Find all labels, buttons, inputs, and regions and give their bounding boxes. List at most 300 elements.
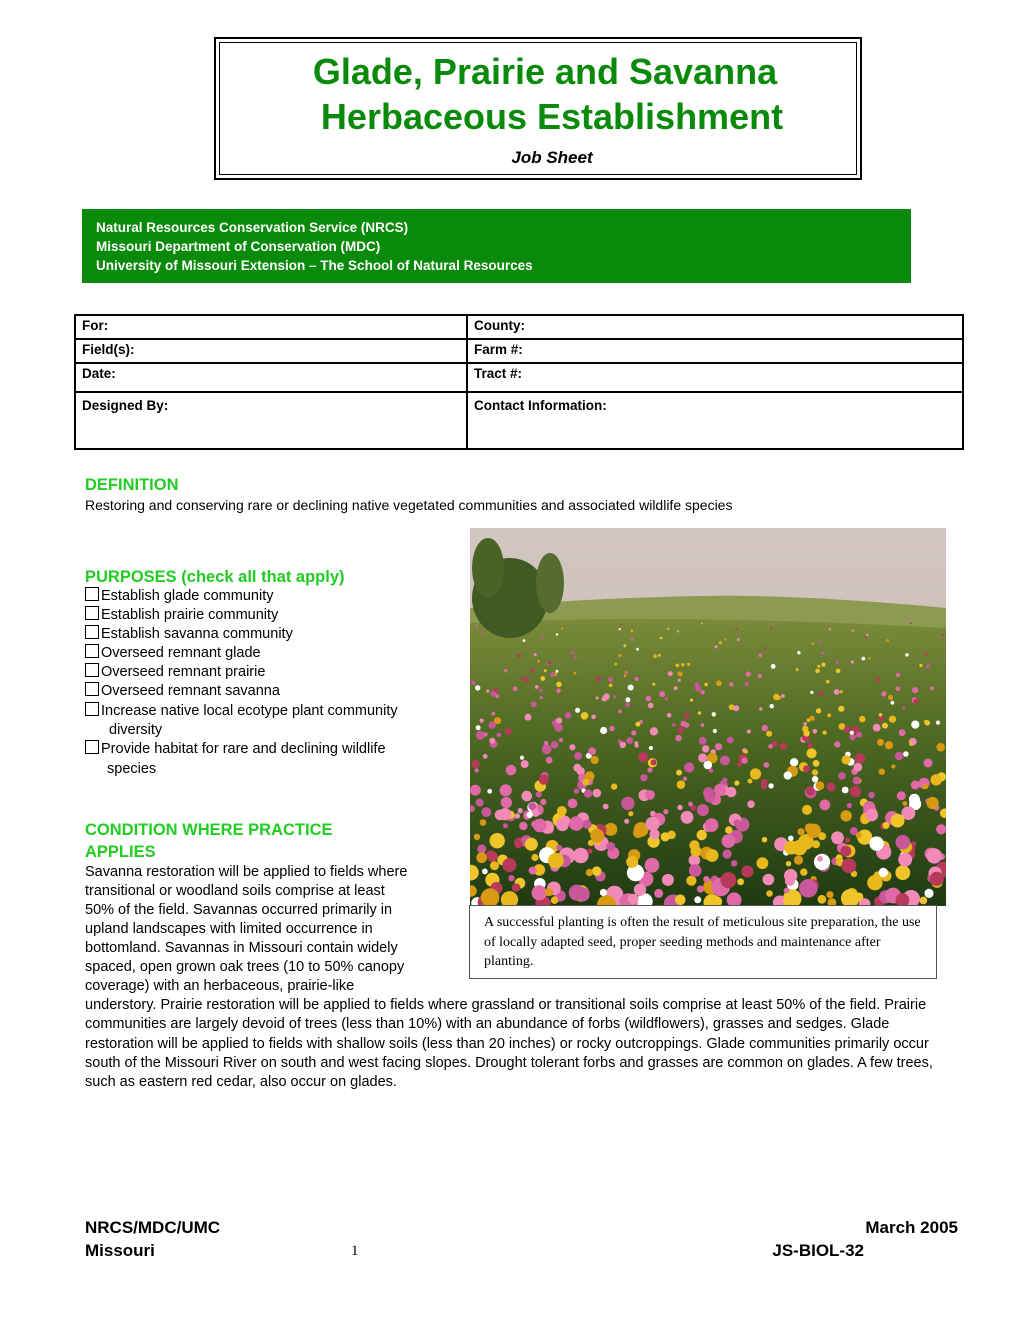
flower-dot xyxy=(600,889,607,896)
flower-dot xyxy=(668,671,673,676)
flower-dot xyxy=(840,810,851,821)
flower-dot xyxy=(524,677,529,682)
checkbox[interactable] xyxy=(85,606,99,620)
photo-caption: A successful planting is often the result of meticulous site preparation, the use of locally adapted seed, proper seeding methods and maintenance after planting. xyxy=(484,915,921,969)
flower-dot xyxy=(608,677,613,682)
flower-dot xyxy=(688,802,693,807)
flower-dot xyxy=(481,807,491,817)
flower-dot xyxy=(744,750,748,754)
flower-dot xyxy=(675,735,681,741)
flower-dot xyxy=(626,856,638,868)
flower-dot xyxy=(683,777,687,781)
flower-dot xyxy=(584,789,592,797)
flower-dot xyxy=(844,726,851,733)
flower-dot xyxy=(661,832,670,841)
flower-dot xyxy=(494,688,499,693)
flower-dot xyxy=(535,685,539,689)
flower-dot xyxy=(770,704,774,708)
flower-dot xyxy=(537,660,540,663)
flower-dot xyxy=(704,683,708,687)
flower-dot xyxy=(591,756,599,764)
form-fields[interactable]: Field(s): xyxy=(75,339,467,363)
checkbox[interactable] xyxy=(85,682,99,696)
flower-dot xyxy=(470,785,481,796)
flower-dot xyxy=(784,841,798,855)
flower-dot xyxy=(556,682,562,688)
flower-dot xyxy=(615,663,618,666)
flower-dot xyxy=(681,663,684,666)
conditions-paragraph: understory. Prairie restoration will be applied to fields where grassland or transitional soils comprise at least 50% of the field. Prairie communities are largely devoid of trees (less than 10%) with an abundance of forbs (wildflowers), grasses and sedges. Glade restoration will be applied to fields with shallow soils (less than 20 inches) or rocky outcroppings. Glade communities primarily occur south of the Missouri River on south and west facing slopes. Drought tolerant forbs and grasses are common on glades. A few trees, such as eastern red cedar, also occur on glades. xyxy=(85,997,933,1091)
flower-dot xyxy=(638,752,648,762)
flower-dot xyxy=(703,787,714,798)
flower-dot xyxy=(911,721,919,729)
flower-dot xyxy=(540,676,545,681)
flower-dot xyxy=(838,772,846,780)
flower-dot xyxy=(877,739,884,746)
form-tract[interactable]: Tract #: xyxy=(467,363,963,392)
flower-dot xyxy=(920,897,928,905)
flower-dot xyxy=(705,818,719,832)
flower-dot xyxy=(813,729,818,734)
flower-dot xyxy=(866,809,879,822)
flower-dot xyxy=(781,694,785,698)
flower-dot xyxy=(618,710,622,714)
page-number: 1 xyxy=(351,1243,359,1259)
flower-dot xyxy=(757,857,769,869)
purpose-item[interactable]: Overseed remnant savanna xyxy=(85,682,280,701)
form-for[interactable]: For: xyxy=(75,315,467,339)
conditions-line: transitional or woodland soils comprise at least xyxy=(85,883,385,899)
flower-dot xyxy=(624,819,629,824)
checkbox[interactable] xyxy=(85,644,99,658)
flower-dot xyxy=(633,828,644,839)
flower-dot xyxy=(592,866,602,876)
flower-dot xyxy=(675,895,686,906)
flower-dot xyxy=(625,702,630,707)
flower-dot xyxy=(694,896,701,903)
flower-dot xyxy=(763,874,775,886)
flower-dot xyxy=(849,734,855,740)
flower-dot xyxy=(631,730,636,735)
flower-dot xyxy=(667,713,672,718)
flower-dot xyxy=(475,685,480,690)
flower-dot xyxy=(525,838,538,851)
flower-dot xyxy=(829,628,831,630)
flower-dot xyxy=(761,779,768,786)
conditions-line: spaced, open grown oak trees (10 to 50% canopy xyxy=(85,959,405,975)
flower-dot xyxy=(609,684,613,688)
flower-dot xyxy=(652,683,655,686)
flower-dot xyxy=(812,769,818,775)
checkbox[interactable] xyxy=(85,702,99,716)
flower-dot xyxy=(771,664,776,669)
flower-dot xyxy=(701,723,705,727)
flower-dot xyxy=(842,858,857,873)
purposes-heading: PURPOSES (check all that apply) xyxy=(85,568,345,586)
flower-dot xyxy=(476,725,481,730)
flower-dot xyxy=(713,729,717,733)
flower-dot xyxy=(790,758,798,766)
flower-dot xyxy=(819,800,830,811)
flower-dot xyxy=(731,860,737,866)
flower-dot xyxy=(831,831,844,844)
flower-dot xyxy=(865,636,867,638)
flower-dot xyxy=(936,824,946,834)
flower-dot xyxy=(561,628,563,630)
flower-dot xyxy=(550,672,555,677)
flower-dot xyxy=(532,885,547,900)
flower-dot xyxy=(561,816,571,826)
flower-dot xyxy=(873,724,881,732)
flower-dot xyxy=(768,744,773,749)
flower-dot xyxy=(517,654,521,658)
flower-dot xyxy=(712,712,716,716)
flower-dot xyxy=(699,737,707,745)
agency-banner xyxy=(82,209,911,283)
flower-dot xyxy=(807,748,817,758)
flower-dot xyxy=(797,651,800,654)
flower-dot xyxy=(852,629,854,631)
flower-dot xyxy=(706,849,719,862)
flower-dot xyxy=(750,768,761,779)
flower-dot xyxy=(472,760,480,768)
flower-dot xyxy=(899,729,906,736)
flower-dot xyxy=(582,779,589,786)
flower-dot xyxy=(834,741,840,747)
flower-dot xyxy=(625,671,628,674)
form-county[interactable]: County: xyxy=(467,315,963,339)
flower-dot xyxy=(927,848,942,863)
flower-dot xyxy=(720,872,736,888)
flower-dot xyxy=(689,864,702,877)
flower-dot xyxy=(924,653,927,656)
flower-dot xyxy=(686,876,696,886)
flower-dot xyxy=(784,771,792,779)
flower-dot xyxy=(734,820,742,828)
flower-dot xyxy=(879,868,888,877)
flower-dot xyxy=(895,752,904,761)
flower-dot xyxy=(678,672,683,677)
flower-dot xyxy=(853,777,861,785)
flower-dot xyxy=(556,845,562,851)
flower-dot xyxy=(653,654,656,657)
flower-dot xyxy=(737,878,744,885)
flower-dot xyxy=(536,791,542,797)
flower-dot xyxy=(784,869,797,882)
purpose-item[interactable]: Establish prairie community xyxy=(85,606,278,625)
flower-dot xyxy=(486,850,495,859)
flower-dot xyxy=(794,856,803,865)
flower-dot xyxy=(881,692,886,697)
checkbox[interactable] xyxy=(85,587,99,601)
flower-dot xyxy=(519,822,527,830)
footer-date: March 2005 xyxy=(865,1218,958,1237)
flower-dot xyxy=(850,731,854,735)
flower-dot xyxy=(574,752,582,760)
flower-dot xyxy=(606,842,615,851)
flower-dot xyxy=(684,762,694,772)
flower-dot xyxy=(490,833,505,848)
flower-dot xyxy=(845,838,850,843)
flower-dot xyxy=(574,789,579,794)
flower-dot xyxy=(882,723,888,729)
flower-dot xyxy=(903,751,909,757)
flower-dot xyxy=(609,726,614,731)
flower-dot xyxy=(819,691,824,696)
photo-caption-box xyxy=(469,905,937,979)
flower-dot xyxy=(648,703,654,709)
flower-dot xyxy=(531,701,537,707)
form-farm[interactable]: Farm #: xyxy=(467,339,963,363)
flower-dot xyxy=(530,668,534,672)
flower-dot xyxy=(573,672,576,675)
flower-dot xyxy=(565,712,572,719)
flower-dot xyxy=(862,657,866,661)
flower-dot xyxy=(573,764,581,772)
flower-dot xyxy=(746,671,751,676)
flower-dot xyxy=(574,656,577,659)
flower-dot xyxy=(910,622,912,624)
flower-dot xyxy=(503,823,508,828)
flower-dot xyxy=(687,663,690,666)
flower-dot xyxy=(555,723,563,731)
flower-dot xyxy=(677,805,682,810)
flower-dot xyxy=(927,797,939,809)
page-title-line1: Glade, Prairie and Savanna xyxy=(312,51,778,92)
flower-dot xyxy=(719,641,722,644)
flower-dot xyxy=(486,690,489,693)
flower-dot xyxy=(523,639,526,642)
flower-dot xyxy=(477,844,486,853)
flower-dot xyxy=(626,737,633,744)
info-form-table xyxy=(74,314,964,450)
flower-dot xyxy=(677,727,683,733)
flower-dot xyxy=(497,733,502,738)
agency-nrcs: Natural Resources Conservation Service (NRCS) xyxy=(96,220,409,235)
flower-dot xyxy=(631,638,633,640)
flower-dot xyxy=(611,783,617,789)
flower-dot xyxy=(919,664,922,667)
purpose-item[interactable]: Establish glade community xyxy=(85,587,273,606)
flower-dot xyxy=(758,674,762,678)
flower-dot xyxy=(931,774,942,785)
purpose-item[interactable]: Increase native local ecotype plant community xyxy=(85,702,398,721)
flower-dot xyxy=(646,817,660,831)
flower-dot xyxy=(677,780,686,789)
flower-dot xyxy=(879,713,883,717)
flower-dot xyxy=(930,686,934,690)
flower-dot xyxy=(587,849,592,854)
flower-dot xyxy=(766,890,773,897)
flower-dot xyxy=(476,852,487,863)
flower-dot xyxy=(803,730,809,736)
flower-dot xyxy=(697,886,704,893)
form-date[interactable]: Date: xyxy=(75,363,467,392)
form-contact[interactable]: Contact Information: xyxy=(467,392,963,449)
flower-dot xyxy=(475,768,479,772)
flower-dot xyxy=(480,719,484,723)
flower-dot xyxy=(729,682,733,686)
flower-dot xyxy=(676,770,682,776)
flower-dot xyxy=(818,832,826,840)
flower-dot xyxy=(556,718,562,724)
conditions-line: Savanna restoration will be applied to fields where xyxy=(85,864,408,880)
flower-dot xyxy=(747,779,752,784)
flower-dot xyxy=(763,762,769,768)
flower-dot xyxy=(640,774,647,781)
flower-dot xyxy=(697,830,707,840)
flower-dot xyxy=(896,687,901,692)
flower-dot xyxy=(924,889,933,898)
flower-dot xyxy=(662,874,674,886)
flower-dot xyxy=(736,628,738,630)
flower-dot xyxy=(556,689,561,694)
flower-dot xyxy=(891,701,895,705)
purpose-item[interactable]: Overseed remnant prairie xyxy=(85,663,265,682)
flower-dot xyxy=(869,836,883,850)
purpose-item[interactable]: Establish savanna community xyxy=(85,625,293,644)
flower-dot xyxy=(799,879,818,898)
flower-dot xyxy=(727,737,734,744)
flower-dot xyxy=(476,799,484,807)
flower-dot xyxy=(490,861,499,870)
flower-dot xyxy=(835,661,838,664)
flower-dot xyxy=(573,848,589,864)
purpose-item[interactable]: Overseed remnant glade xyxy=(85,644,261,663)
flower-dot xyxy=(600,727,607,734)
flower-dot xyxy=(879,716,885,722)
flower-dot xyxy=(527,812,533,818)
flower-dot xyxy=(500,784,512,796)
flower-dot xyxy=(556,633,558,635)
flower-dot xyxy=(762,725,768,731)
flower-dot xyxy=(809,716,814,721)
flower-dot xyxy=(623,644,626,647)
flower-dot xyxy=(889,716,896,723)
flower-dot xyxy=(557,806,567,816)
flower-dot xyxy=(501,797,512,808)
flower-dot xyxy=(624,674,627,677)
flower-dot xyxy=(866,634,869,637)
flower-dot xyxy=(684,722,690,728)
flower-dot xyxy=(534,653,537,656)
conditions-heading-line1: CONDITION WHERE PRACTICE xyxy=(85,821,333,839)
flower-dot xyxy=(674,686,678,690)
flower-dot xyxy=(665,697,668,700)
flower-dot xyxy=(891,814,905,828)
flower-dot xyxy=(924,720,930,726)
definition-text: Restoring and conserving rare or declining native vegetated communities and associated wildlife species xyxy=(85,497,733,513)
conditions-heading-line2: APPLIES xyxy=(85,843,156,861)
flower-dot xyxy=(593,789,602,798)
purpose-item[interactable]: Provide habitat for rare and declining wildlife xyxy=(85,740,386,759)
flower-dot xyxy=(701,690,705,694)
flower-dot xyxy=(770,627,772,629)
flower-dot xyxy=(512,883,521,892)
flower-dot xyxy=(912,687,918,693)
flower-dot xyxy=(675,664,679,668)
flower-dot xyxy=(515,813,521,819)
flower-dot xyxy=(575,708,580,713)
flower-dot xyxy=(539,689,543,693)
flower-dot xyxy=(842,787,849,794)
flower-dot xyxy=(859,716,865,722)
flower-dot xyxy=(483,732,487,736)
flower-dot xyxy=(658,654,661,657)
flower-dot xyxy=(826,891,833,898)
flower-dot xyxy=(480,819,487,826)
checkbox[interactable] xyxy=(85,625,99,639)
flower-dot xyxy=(504,669,507,672)
flower-dot xyxy=(836,669,841,674)
flower-dot xyxy=(502,858,516,872)
flower-dot xyxy=(581,712,589,720)
flower-dot xyxy=(540,696,543,699)
flower-dot xyxy=(762,837,768,843)
flower-dot xyxy=(766,731,772,737)
purpose-item-continued: diversity xyxy=(109,722,163,738)
flower-dot xyxy=(628,685,634,691)
footer-state: Missouri xyxy=(85,1241,155,1260)
flower-dot xyxy=(541,636,544,639)
flower-dot xyxy=(803,765,810,772)
flower-dot xyxy=(628,894,639,905)
flower-dot xyxy=(811,642,814,645)
checkbox[interactable] xyxy=(85,663,99,677)
flower-dot xyxy=(569,816,584,831)
flower-dot xyxy=(698,711,701,714)
flower-dot xyxy=(777,696,781,700)
flower-dot xyxy=(548,853,564,869)
flower-dot xyxy=(672,723,675,726)
flower-dot xyxy=(660,637,663,640)
flower-dot xyxy=(701,622,703,624)
footer-doc-id: JS-BIOL-32 xyxy=(772,1241,864,1260)
flower-dot xyxy=(741,758,747,764)
flower-dot xyxy=(810,691,813,694)
flower-dot xyxy=(531,854,538,861)
conditions-line: upland landscapes with limited occurrence in xyxy=(85,921,373,937)
flower-dot xyxy=(850,827,858,835)
flower-dot xyxy=(659,691,665,697)
flower-dot xyxy=(508,875,514,881)
flower-dot xyxy=(806,787,815,796)
flower-dot xyxy=(702,745,709,752)
flower-dot xyxy=(518,808,523,813)
flower-dot xyxy=(817,665,820,668)
flower-dot xyxy=(911,781,920,790)
flower-dot xyxy=(635,677,639,681)
flower-dot xyxy=(886,639,889,642)
conditions-line: 50% of the field. Savannas occurred primarily in xyxy=(85,902,393,918)
flower-dot xyxy=(695,686,701,692)
flower-dot xyxy=(715,645,718,648)
flower-dot xyxy=(525,714,532,721)
flower-dot xyxy=(842,755,851,764)
flower-dot xyxy=(667,628,669,630)
flower-dot xyxy=(697,804,709,816)
form-designed-by[interactable]: Designed By: xyxy=(75,392,467,449)
flower-dot xyxy=(596,676,601,681)
flower-dot xyxy=(559,738,563,742)
flower-dot xyxy=(747,800,755,808)
flower-dot xyxy=(628,811,633,816)
checkbox[interactable] xyxy=(85,740,99,754)
flower-dot xyxy=(645,858,660,873)
flower-dot xyxy=(850,786,861,797)
flower-dot xyxy=(816,781,825,790)
flower-dot xyxy=(855,753,866,764)
